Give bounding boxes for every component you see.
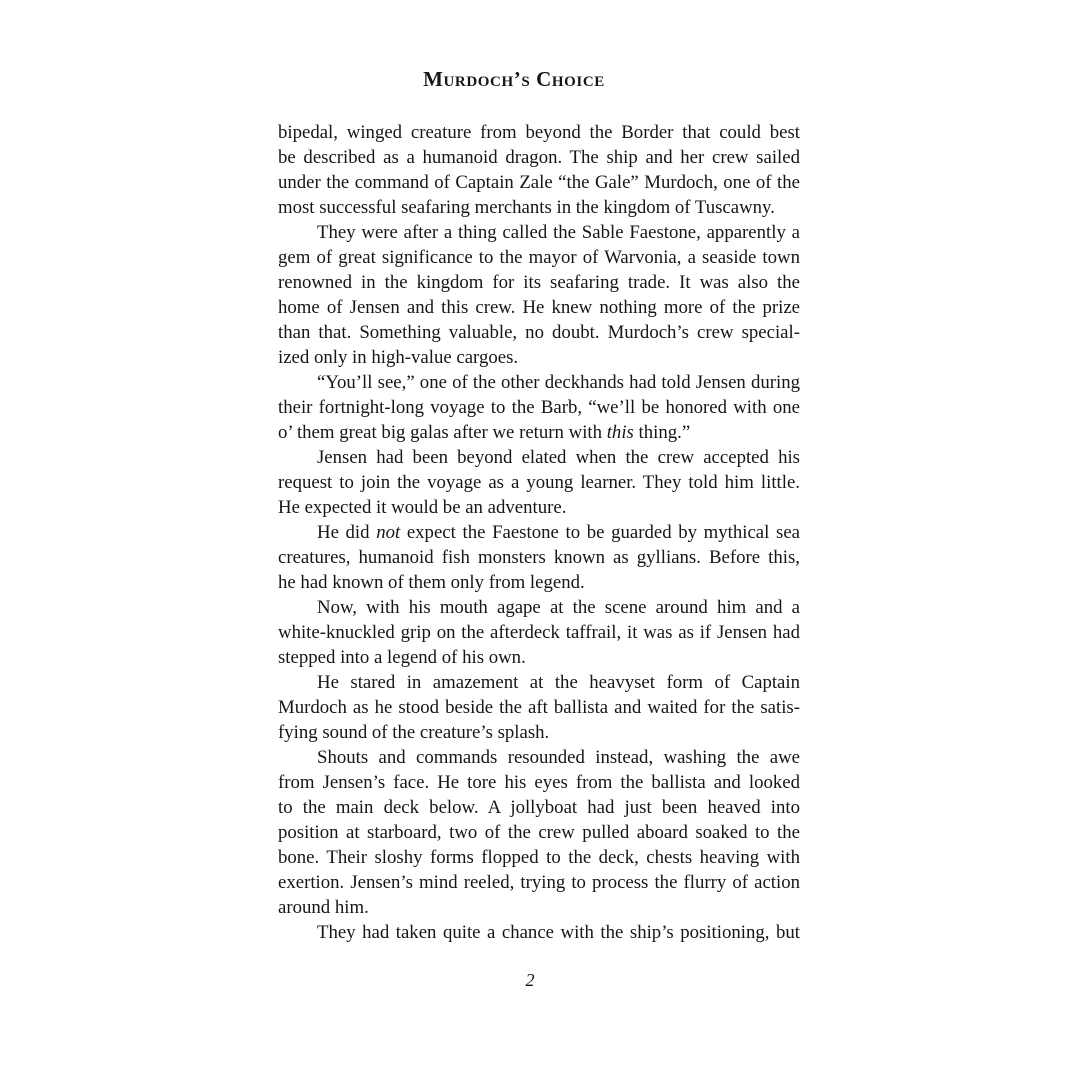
text-line: He did not expect the Faestone to be guarded by mythical sea [317, 522, 800, 543]
text-line: position at starboard, two of the crew pulled aboard soaked to the [278, 822, 800, 843]
text-line: Now, with his mouth agape at the scene around him and a [317, 597, 800, 618]
text-line: white-knuckled grip on the afterdeck taffrail, it was as if Jensen had [278, 622, 800, 643]
text-line: They were after a thing called the Sable Faestone, apparently a [317, 222, 800, 243]
paragraph [278, 120, 800, 220]
text-line: creatures, humanoid fish monsters known as gyllians. Before this, [278, 547, 800, 568]
page-number: 2 [525, 970, 535, 990]
text-line: fying sound of the creature’s splash. [278, 722, 550, 743]
text-line: renowned in the kingdom for its seafaring trade. It was also the [278, 272, 800, 293]
text-line: he had known of them only from legend. [278, 572, 585, 593]
running-head-title: Murdoch’s Choice [423, 67, 605, 91]
paragraph [278, 220, 800, 370]
text-line: most successful seafaring merchants in the kingdom of Tuscawny. [278, 197, 775, 218]
text-line: Jensen had been beyond elated when the crew accepted his [317, 447, 800, 468]
text-line: be described as a humanoid dragon. The ship and her crew sailed [278, 147, 800, 168]
text-line: under the command of Captain Zale “the Gale” Murdoch, one of the [278, 172, 800, 193]
paragraph [278, 445, 800, 520]
text-line: gem of great significance to the mayor of Warvonia, a seaside town [278, 247, 800, 268]
body-text [278, 120, 800, 945]
text-line: from Jensen’s face. He tore his eyes from the ballista and looked [278, 772, 800, 793]
text-line: They had taken quite a chance with the ship’s positioning, but [317, 922, 800, 943]
text-line: bipedal, winged creature from beyond the Border that could best [278, 122, 800, 143]
text-line: to the main deck below. A jollyboat had just been heaved into [278, 797, 800, 818]
paragraph [278, 745, 800, 920]
paragraph [278, 370, 800, 445]
text-line: He expected it would be an adventure. [278, 497, 567, 518]
paragraph [278, 670, 800, 745]
text-line: Murdoch as he stood beside the aft ballista and waited for the satis- [278, 697, 800, 718]
paragraph [278, 920, 800, 945]
text-line: stepped into a legend of his own. [278, 647, 526, 668]
text-line: o’ them great big galas after we return with this thing.” [278, 422, 691, 443]
text-line: their fortnight-long voyage to the Barb, “we’ll be honored with one [278, 397, 800, 418]
paragraph [278, 595, 800, 670]
text-line: exertion. Jensen’s mind reeled, trying to process the flurry of action [278, 872, 800, 893]
text-line: bone. Their sloshy forms flopped to the deck, chests heaving with [278, 847, 800, 868]
text-line: than that. Something valuable, no doubt. Murdoch’s crew special- [278, 322, 800, 343]
paragraph [278, 520, 800, 595]
text-line: “You’ll see,” one of the other deckhands had told Jensen during [317, 372, 800, 393]
text-line: ized only in high-value cargoes. [278, 347, 519, 368]
text-line: request to join the voyage as a young learner. They told him little. [278, 472, 800, 493]
text-line: He stared in amazement at the heavyset form of Captain [317, 672, 800, 693]
text-line: home of Jensen and this crew. He knew nothing more of the prize [278, 297, 800, 318]
text-line: Shouts and commands resounded instead, washing the awe [317, 747, 800, 768]
text-line: around him. [278, 897, 369, 918]
